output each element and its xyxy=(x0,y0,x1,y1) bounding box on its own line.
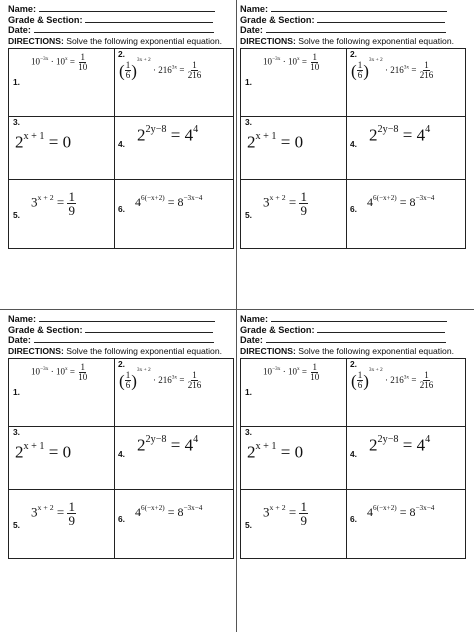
divider-tick xyxy=(329,426,346,427)
problem-grid xyxy=(8,48,234,249)
grade-section-row: Grade & Section: xyxy=(8,15,236,26)
problem-number: 4. xyxy=(350,448,357,459)
problem-1-equation: $10^{-3x} \cdot 10^x$ = $\frac{1}{10}$ xyxy=(31,51,88,72)
problem-4-cell xyxy=(114,426,233,489)
problem-3-cell xyxy=(241,426,346,489)
problem-3-equation: $2^{x + 1} = 0$ xyxy=(247,440,304,462)
directions: DIRECTIONS: Solve the following exponential equation. xyxy=(240,35,455,46)
problem-6-equation: $4^{6(-x+2)} = 8^{-3x-4}$ xyxy=(367,503,435,519)
problem-3-cell xyxy=(241,116,346,179)
problem-number: 1. xyxy=(13,76,20,87)
worksheet-copy-bottom-left xyxy=(8,314,236,559)
divider-tick xyxy=(97,426,114,427)
problem-number: 4. xyxy=(350,138,357,149)
problem-2-equation: ( $\frac{1}{6}$ )$^{3x + 2} \cdot 216^{3x}$ = $\frac{1}{216}$ xyxy=(351,366,434,391)
problem-2-equation: ( $\frac{1}{6}$ )$^{3x + 2} \cdot 216^{3x}$ = $\frac{1}{216}$ xyxy=(119,56,202,81)
problem-number: 5. xyxy=(245,519,252,530)
problem-number: 2. xyxy=(118,48,125,59)
problem-4-equation: $2^{2y-8} = 4^4$ xyxy=(137,433,199,455)
divider-tick xyxy=(97,116,114,117)
problem-6-cell xyxy=(114,179,233,248)
problem-number: 2. xyxy=(350,358,357,369)
problem-2-equation: ( $\frac{1}{6}$ )$^{3x + 2} \cdot 216^{3x}$ = $\frac{1}{216}$ xyxy=(351,56,434,81)
problem-number: 6. xyxy=(350,513,357,524)
problem-1-cell xyxy=(9,359,114,426)
problem-4-equation: $2^{2y-8} = 4^4$ xyxy=(137,123,199,145)
problem-number: 2. xyxy=(118,358,125,369)
problem-1-equation: $10^{-3x} \cdot 10^x$ = $\frac{1}{10}$ xyxy=(31,361,88,382)
problem-4-equation: $2^{2y-8} = 4^4$ xyxy=(369,123,431,145)
problem-6-equation: $4^{6(-x+2)} = 8^{-3x-4}$ xyxy=(135,503,203,519)
name-row: Name: xyxy=(8,314,236,325)
grade-section-row: Grade & Section: xyxy=(8,325,236,336)
problem-5-equation: $3^{x + 2}$ = $\frac{1}{9}$ xyxy=(31,498,75,528)
problem-number: 5. xyxy=(13,519,20,530)
date-row: Date: xyxy=(240,25,468,36)
directions: DIRECTIONS: Solve the following exponential equation. xyxy=(8,345,223,356)
problem-3-equation: $2^{x + 1} = 0$ xyxy=(247,130,304,152)
problem-3-equation: $2^{x + 1} = 0$ xyxy=(15,440,72,462)
problem-1-equation: $10^{-3x} \cdot 10^x$ = $\frac{1}{10}$ xyxy=(263,51,320,72)
problem-1-cell xyxy=(9,49,114,116)
problem-4-equation: $2^{2y-8} = 4^4$ xyxy=(369,433,431,455)
problem-number: 2. xyxy=(350,48,357,59)
problem-number: 3. xyxy=(245,116,252,127)
problem-3-equation: $2^{x + 1} = 0$ xyxy=(15,130,72,152)
problem-number: 4. xyxy=(118,138,125,149)
divider-tick xyxy=(241,489,253,490)
grade-section-row: Grade & Section: xyxy=(240,15,468,26)
problem-2-equation: ( $\frac{1}{6}$ )$^{3x + 2} \cdot 216^{3x}$ = $\frac{1}{216}$ xyxy=(119,366,202,391)
problem-5-cell xyxy=(241,489,346,558)
problem-4-cell xyxy=(114,116,233,179)
problem-3-cell xyxy=(9,116,114,179)
date-row: Date: xyxy=(8,335,236,346)
grade-section-row: Grade & Section: xyxy=(240,325,468,336)
divider-tick xyxy=(9,179,21,180)
problem-grid xyxy=(8,358,234,559)
directions: DIRECTIONS: Solve the following exponential equation. xyxy=(8,35,223,46)
problem-number: 6. xyxy=(118,203,125,214)
problem-4-cell xyxy=(346,116,465,179)
problem-number: 4. xyxy=(118,448,125,459)
problem-number: 3. xyxy=(13,426,20,437)
problem-6-cell xyxy=(114,489,233,558)
problem-6-cell xyxy=(346,179,465,248)
divider-tick xyxy=(241,179,253,180)
problem-number: 6. xyxy=(118,513,125,524)
problem-5-cell xyxy=(9,489,114,558)
problem-5-cell xyxy=(241,179,346,248)
problem-2-cell xyxy=(346,49,465,116)
name-row: Name: xyxy=(8,4,236,15)
problem-1-cell xyxy=(241,49,346,116)
worksheet-copy-top-right xyxy=(240,4,468,249)
problem-number: 6. xyxy=(350,203,357,214)
problem-5-equation: $3^{x + 2}$ = $\frac{1}{9}$ xyxy=(31,188,75,218)
vertical-cut-line xyxy=(236,0,237,632)
problem-1-cell xyxy=(241,359,346,426)
problem-2-cell xyxy=(114,359,233,426)
worksheet-copy-bottom-right xyxy=(240,314,468,559)
problem-5-equation: $3^{x + 2}$ = $\frac{1}{9}$ xyxy=(263,188,307,218)
name-row: Name: xyxy=(240,4,468,15)
directions: DIRECTIONS: Solve the following exponential equation. xyxy=(240,345,455,356)
problem-number: 3. xyxy=(13,116,20,127)
problem-number: 1. xyxy=(13,386,20,397)
problem-number: 3. xyxy=(245,426,252,437)
problem-2-cell xyxy=(346,359,465,426)
problem-number: 1. xyxy=(245,386,252,397)
problem-4-cell xyxy=(346,426,465,489)
problem-grid xyxy=(240,358,466,559)
worksheet-copy-top-left xyxy=(8,4,236,249)
divider-tick xyxy=(329,116,346,117)
problem-6-cell xyxy=(346,489,465,558)
problem-number: 1. xyxy=(245,76,252,87)
divider-tick xyxy=(9,489,21,490)
problem-1-equation: $10^{-3x} \cdot 10^x$ = $\frac{1}{10}$ xyxy=(263,361,320,382)
problem-number: 5. xyxy=(13,209,20,220)
name-row: Name: xyxy=(240,314,468,325)
date-row: Date: xyxy=(8,25,236,36)
problem-6-equation: $4^{6(-x+2)} = 8^{-3x-4}$ xyxy=(367,193,435,209)
problem-5-cell xyxy=(9,179,114,248)
problem-grid xyxy=(240,48,466,249)
horizontal-cut-line xyxy=(0,309,474,310)
problem-3-cell xyxy=(9,426,114,489)
problem-6-equation: $4^{6(-x+2)} = 8^{-3x-4}$ xyxy=(135,193,203,209)
problem-5-equation: $3^{x + 2}$ = $\frac{1}{9}$ xyxy=(263,498,307,528)
problem-number: 5. xyxy=(245,209,252,220)
problem-2-cell xyxy=(114,49,233,116)
date-row: Date: xyxy=(240,335,468,346)
